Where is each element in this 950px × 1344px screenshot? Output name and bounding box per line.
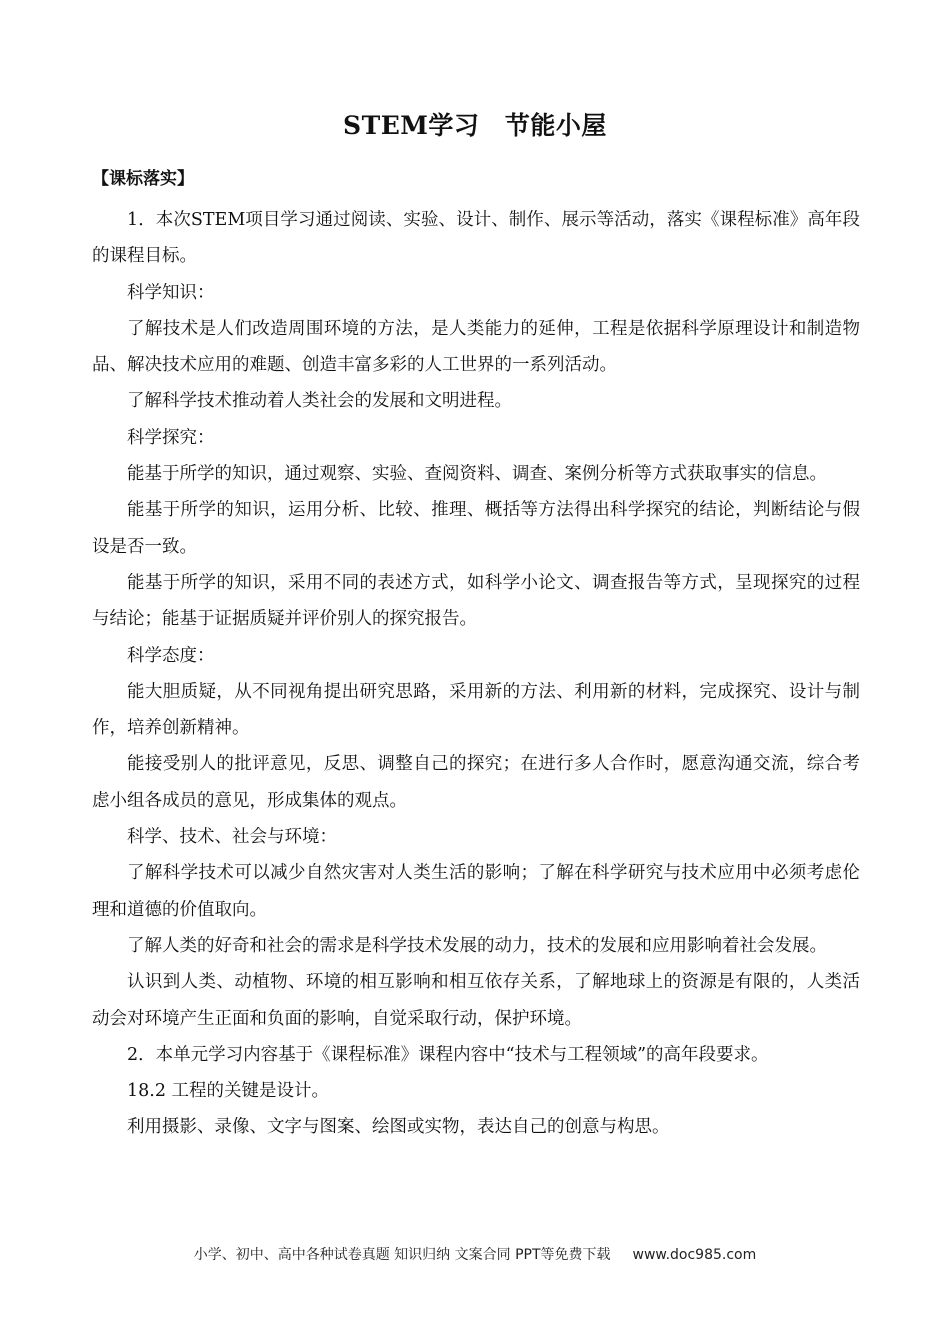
paragraph: 2．本单元学习内容基于《课程标准》课程内容中“技术与工程领域”的高年段要求。 bbox=[127, 1044, 769, 1065]
page-title: STEM学习 节能小屋 bbox=[343, 111, 607, 140]
paragraph: 科学探究： bbox=[127, 427, 215, 448]
body-text bbox=[92, 202, 860, 1146]
paragraph: 科学知识： bbox=[127, 282, 215, 303]
paragraph: 利用摄影、录像、文字与图案、绘图或实物，表达自己的创意与构思。 bbox=[127, 1117, 670, 1138]
footer-site-link[interactable]: www.doc985.com bbox=[632, 1247, 757, 1263]
paragraph: 能基于所学的知识，采用不同的表述方式，如科学小论文、调查报告等方式，呈现探究的过程与结论；能基于证据质疑并评价别人的探究报告。 bbox=[92, 572, 860, 630]
paragraph: 科学态度： bbox=[127, 645, 215, 666]
paragraph: 能基于所学的知识，通过观察、实验、查阅资料、调查、案例分析等方式获取事实的信息。 bbox=[127, 464, 827, 485]
page-footer bbox=[0, 1244, 950, 1266]
paragraph: 了解科学技术可以减少自然灾害对人类生活的影响；了解在科学研究与技术应用中必须考虑伦理和道德的价值取向。 bbox=[92, 863, 860, 920]
paragraph: 1．本次STEM项目学习通过阅读、实验、设计、制作、展示等活动，落实《课程标准》高年段的课程目标。 bbox=[92, 210, 860, 267]
paragraph: 能接受别人的批评意见，反思、调整自己的探究；在进行多人合作时，愿意沟通交流，综合考虑小组各成员的意见，形成集体的观点。 bbox=[92, 754, 860, 811]
section-heading: 【课标落实】 bbox=[92, 169, 194, 189]
paragraph: 18.2 工程的关键是设计。 bbox=[127, 1081, 330, 1102]
paragraph: 了解技术是人们改造周围环境的方法，是人类能力的延伸，工程是依据科学原理设计和制造物品、解决技术应用的难题、创造丰富多彩的人工世界的一系列活动。 bbox=[92, 318, 860, 376]
paragraph: 了解科学技术推动着人类社会的发展和文明进程。 bbox=[127, 391, 512, 412]
paragraph: 能大胆质疑，从不同视角提出研究思路，采用新的方法、利用新的材料，完成探究、设计与制作，培养创新精神。 bbox=[92, 681, 860, 739]
paragraph: 了解人类的好奇和社会的需求是科学技术发展的动力，技术的发展和应用影响着社会发展。 bbox=[127, 935, 827, 956]
paragraph: 科学、技术、社会与环境： bbox=[127, 827, 337, 848]
paragraph: 认识到人类、动植物、环境的相互影响和相互依存关系，了解地球上的资源是有限的，人类活动会对环境产生正面和负面的影响，自觉采取行动，保护环境。 bbox=[92, 972, 860, 1029]
paragraph: 能基于所学的知识，运用分析、比较、推理、概括等方法得出科学探究的结论，判断结论与假设是否一致。 bbox=[92, 500, 860, 557]
footer-text: 小学、初中、高中各种试卷真题 知识归纳 文案合同 PPT等免费下载 bbox=[193, 1247, 611, 1263]
